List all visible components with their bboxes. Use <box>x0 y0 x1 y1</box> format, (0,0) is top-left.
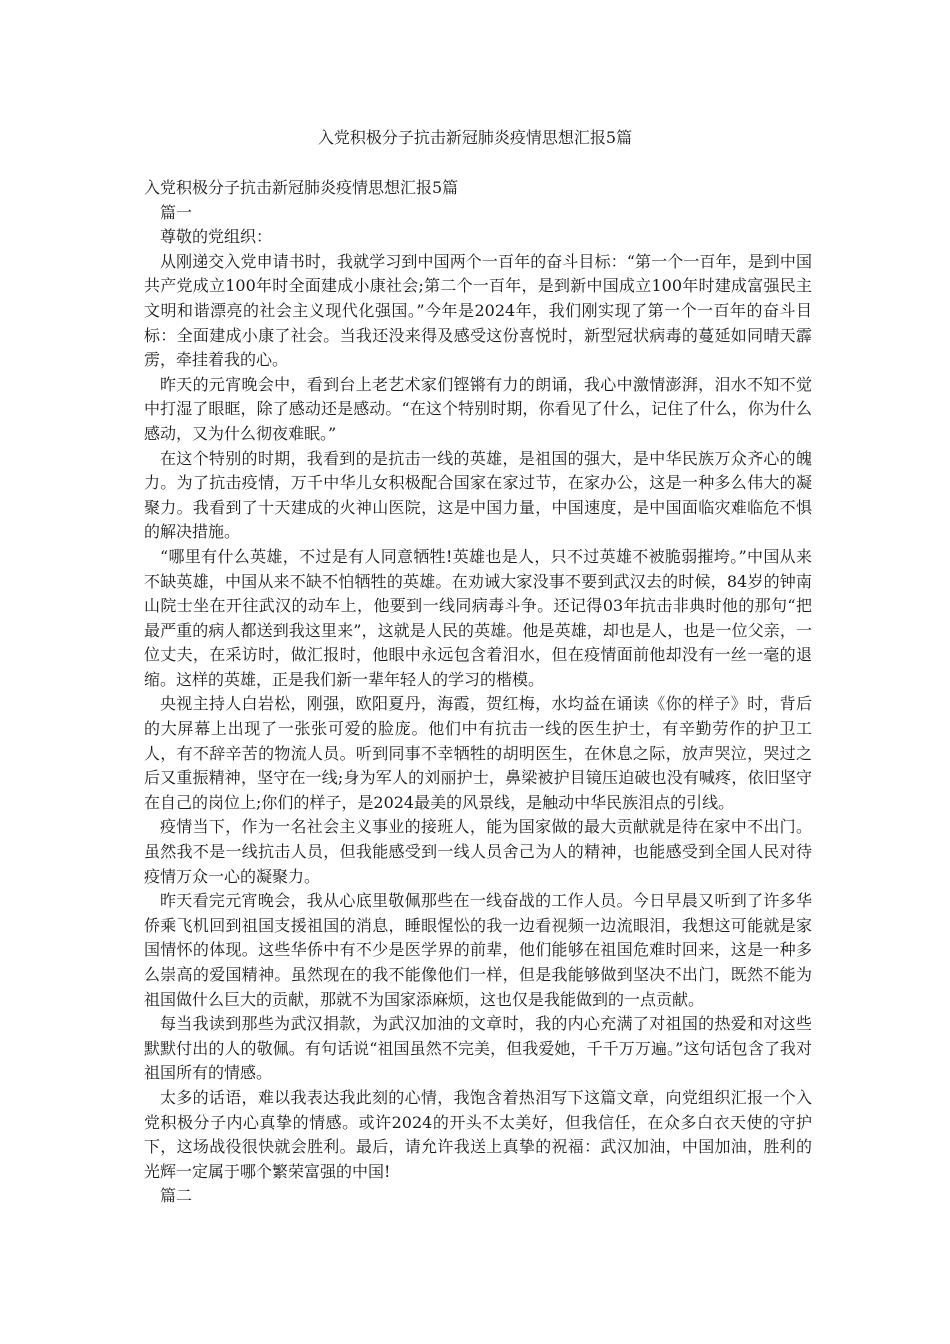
paragraph: 从刚递交入党申请书时，我就学习到中国两个一百年的奋斗目标：“第一个一百年，是到中国共产党成立100年时全面建成小康社会;第二个一百年，是到新中国成立100年时建成富强民主文明和谐漂亮的社会主义现代化强国。”今年是2024年，我们刚实现了第一个一百年的奋斗目标：全面建成小康了社会。当我还没来得及感受这份喜悦时，新型冠状病毒的蔓延如同晴天霹雳，牵挂着我的心。 <box>144 251 812 370</box>
document-body <box>144 176 812 1209</box>
section-label-two: 篇二 <box>160 1186 193 1206</box>
paragraph: 在这个特别的时期，我看到的是抗击一线的英雄，是祖国的强大，是中华民族万众齐心的魄力。为了抗击疫情，万千中华儿女积极配合国家在家过节，在家办公，这是一种多么伟大的凝聚力。我看到了十天建成的火神山医院，这是中国力量，中国速度，是中国面临灾难临危不惧的解决措施。 <box>144 448 812 542</box>
paragraph: 昨天看完元宵晚会，我从心底里敬佩那些在一线奋战的工作人员。今日早晨又听到了许多华侨乘飞机回到祖国支援祖国的消息，睡眼惺忪的我一边看视频一边流眼泪，我想这可能就是家国情怀的体现。这些华侨中有不少是医学界的前辈，他们能够在祖国危难时回来，这是一种多么崇高的爱国精神。虽然现在的我不能像他们一样，但是我能够做到坚决不出门，既然不能为祖国做什么巨大的贡献，那就不为国家添麻烦，这也仅是我能做到的一点贡献。 <box>144 891 812 1009</box>
paragraph: “哪里有什么英雄，不过是有人同意牺牲!英雄也是人，只不过英雄不被脆弱摧垮。”中国从来不缺英雄，中国从来不缺不怕牺牲的英雄。在劝诫大家没事不要到武汉去的时候，84岁的钟南山院士坐在开往武汉的动车上，他要到一线同病毒斗争。还记得03年抗击非典时他的那句“把最严重的病人都送到我这里来”，这就是人民的英雄。他是英雄，却也是人，也是一位父亲，一位丈夫，在采访时，做汇报时，他眼中永远包含着泪水，但在疫情面前他却没有一丝一毫的退缩。这样的英雄，正是我们新一辈年轻人的学习的楷模。 <box>144 546 812 689</box>
paragraph: 疫情当下，作为一名社会主义事业的接班人，能为国家做的最大贡献就是待在家中不出门。虽然我不是一线抗击人员，但我能感受到一线人员舍己为人的精神，也能感受到全国人民对待疫情万众一心的凝聚力。 <box>144 817 812 886</box>
salutation: 尊敬的党组织： <box>160 227 273 247</box>
page-title: 入党积极分子抗击新冠肺炎疫情思想汇报5篇 <box>317 128 633 147</box>
paragraph: 太多的话语，难以我表达我此刻的心情，我饱含着热泪写下这篇文章，向党组织汇报一个入党积极分子内心真挚的情感。或许2024的开头不太美好，但我信任，在众多白衣天使的守护下，这场战役很快就会胜利。最后，请允许我送上真挚的祝福：武汉加油，中国加油，胜利的光辉一定属于哪个繁荣富强的中国! <box>144 1087 812 1181</box>
section-label-one: 篇一 <box>160 202 193 222</box>
document-heading: 入党积极分子抗击新冠肺炎疫情思想汇报5篇 <box>144 178 459 197</box>
paragraph: 昨天的元宵晚会中，看到台上老艺术家们铿锵有力的朗诵，我心中激情澎湃，泪水不知不觉中打湿了眼眶，除了感动还是感动。“在这个特别时期，你看见了什么，记住了什么，你为什么感动，又为什么彻夜难眠。” <box>144 374 812 443</box>
paragraph: 每当我读到那些为武汉捐款，为武汉加油的文章时，我的内心充满了对祖国的热爱和对这些默默付出的人的敬佩。有句话说“祖国虽然不完美，但我爱她，千千万万遍。”这句话包含了我对祖国所有的情感。 <box>144 1014 812 1083</box>
paragraph: 央视主持人白岩松，刚强，欧阳夏丹，海霞，贺红梅，水均益在诵读《你的样子》时，背后的大屏幕上出现了一张张可爱的脸庞。他们中有抗击一线的医生护士，有辛勤劳作的护卫工人，有不辞辛苦的物流人员。听到同事不幸牺牲的胡明医生，在休息之际，放声哭泣，哭过之后又重振精神，坚守在一线;身为军人的刘丽护士，鼻梁被护目镜压迫破也没有喊疼，依旧坚守在自己的岗位上;你们的样子，是2024最美的风景线，是触动中华民族泪点的引线。 <box>144 694 812 812</box>
